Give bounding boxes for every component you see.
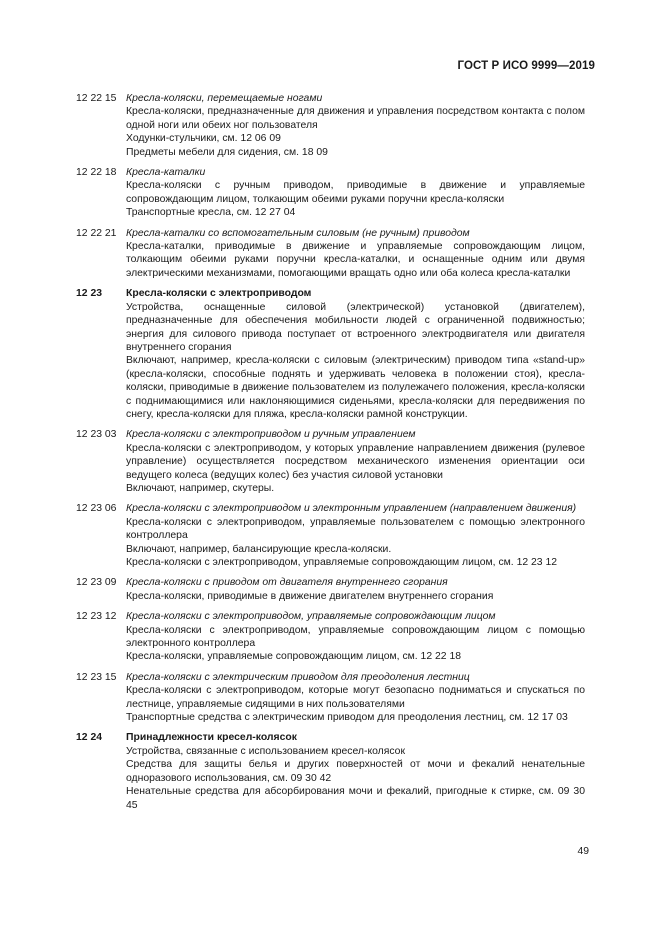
entry-text: Средства для защиты белья и других поверхностей от мочи и фекалий ненательные одноразового использования, см. 09 30 42 bbox=[126, 759, 585, 784]
entry-text: Ненательные средства для абсорбирования мочи и фекалий, пригодные к стирке, см. 09 30 45 bbox=[126, 786, 585, 811]
entry-code: 12 23 12 bbox=[76, 611, 117, 623]
entry-text: Предметы мебели для сидения, см. 18 09 bbox=[126, 146, 328, 158]
classification-entry bbox=[76, 731, 585, 811]
entry-title: Кресла-коляски с электрическим приводом для преодоления лестниц bbox=[126, 671, 470, 683]
entry-body bbox=[126, 166, 585, 220]
classification-entry bbox=[76, 287, 585, 421]
classification-entry bbox=[76, 166, 585, 220]
entry-title: Кресла-коляски, перемещаемые ногами bbox=[126, 93, 323, 104]
entry-body bbox=[126, 671, 585, 725]
document-header: ГОСТ Р ИСО 9999—2019 bbox=[457, 60, 595, 72]
entry-text: Транспортные кресла, см. 12 27 04 bbox=[126, 207, 296, 219]
entry-title: Кресла-коляски с приводом от двигателя внутреннего сгорания bbox=[126, 577, 448, 589]
entry-title: Кресла-коляски с электроприводом, управляемые сопровождающим лицом bbox=[126, 611, 496, 623]
entry-code: 12 23 15 bbox=[76, 671, 117, 683]
entry-body bbox=[126, 287, 585, 421]
entry-text: Кресла-коляски с электроприводом, у которых управление направлением движения (рулевое управление) осуществляется посредством механического изменения ориентации оси ведущего колеса (ведущих колес) без участия силовой установки bbox=[126, 442, 585, 481]
entry-text: Кресла-коляски с электроприводом, управляемые пользователем с помощью электронного контроллера bbox=[126, 516, 585, 542]
entry-code: 12 22 15 bbox=[76, 93, 117, 104]
entry-text: Кресла-каталки, приводимые в движение и управляемые сопровождающим лицом, толкающим обеими руками поручни кресла-каталки, и оснащенные одним или двумя электрическими механизмами, помогающими вращать одно или оба колеса кресла-каталки bbox=[126, 241, 585, 279]
entry-body bbox=[126, 92, 585, 159]
page-number: 49 bbox=[577, 846, 589, 857]
entry-text: Ходунки-стульчики, см. 12 06 09 bbox=[126, 133, 281, 145]
entry-code: 12 23 bbox=[76, 288, 103, 300]
entry-code: 12 22 18 bbox=[76, 167, 117, 179]
entry-text: Кресла-коляски с электроприводом, которые могут безопасно подниматься и спускаться по лестнице, управляемые сидящими в них пользователями bbox=[126, 685, 585, 710]
entry-text: Кресла-коляски с ручным приводом, приводимые в движение и управляемые сопровождающим лицом, толкающим обеими руками поручни кресла-коляски bbox=[126, 180, 585, 205]
classification-entry bbox=[76, 227, 585, 281]
classification-entry bbox=[76, 92, 585, 159]
classification-entry bbox=[76, 576, 585, 603]
entry-code: 12 24 bbox=[76, 732, 103, 744]
entry-text: Устройства, оснащенные силовой (электрической) установкой (двигателем), предназначенные для обеспечения мобильности людей с ограниченной подвижностью; энергия для силового привода поступает от встроенного электродвигателя или двигателя внутреннего сгорания bbox=[126, 301, 585, 353]
classification-entry bbox=[76, 428, 585, 495]
entry-title: Кресла-коляски с электроприводом и ручным управлением bbox=[126, 429, 416, 441]
entry-text: Кресла-коляски с электроприводом, управляемые сопровождающим лицом, см. 12 23 12 bbox=[126, 557, 558, 568]
classification-entry bbox=[76, 671, 585, 725]
entry-code: 12 23 09 bbox=[76, 577, 117, 589]
entry-text: Включают, например, скутеры. bbox=[126, 482, 275, 494]
classification-entry bbox=[76, 502, 585, 569]
entry-title: Кресла-каталки bbox=[126, 167, 206, 179]
entry-body bbox=[126, 610, 585, 664]
entry-text: Кресла-коляски, предназначенные для движения и управления посредством контакта с полом одной ноги или обеих ног пользователя bbox=[126, 106, 585, 131]
entry-code: 12 23 03 bbox=[76, 429, 117, 441]
entry-body bbox=[126, 576, 585, 603]
entry-text: Включают, например, кресла-коляски с силовым (электрическим) приводом типа «stand-up» (кресла-коляски, способные поднять и удерживать человека в положении стоя), кресла-коляски, приводимые в движение пользователем из полулежачего положения, кресла-коляски с поднимающимися или наклоняющимися сиденьями, кресла-коляски для передвижения по снегу, кресла-коляски для пляжа, кресла-коляски рамной конструкции. bbox=[126, 355, 585, 420]
entry-text: Кресла-коляски, управляемые сопровождающим лицом, см. 12 22 18 bbox=[126, 651, 462, 663]
classification-entry bbox=[76, 610, 585, 664]
entry-text: Транспортные средства с электрическим приводом для преодоления лестниц, см. 12 17 03 bbox=[126, 712, 568, 724]
entry-code: 12 22 21 bbox=[76, 227, 117, 239]
classification-content bbox=[76, 92, 585, 819]
entry-body bbox=[126, 502, 585, 569]
entry-title: Кресла-коляски с электроприводом и электронным управлением (направлением движения) bbox=[126, 503, 577, 515]
entry-body bbox=[126, 731, 585, 811]
entry-title: Кресла-коляски с электроприводом bbox=[126, 288, 312, 300]
entry-title: Принадлежности кресел-колясок bbox=[126, 732, 297, 744]
entry-body bbox=[126, 428, 585, 495]
entry-text: Кресла-коляски, приводимые в движение двигателем внутреннего сгорания bbox=[126, 590, 494, 602]
entry-text: Устройства, связанные с использованием кресел-колясок bbox=[126, 745, 405, 757]
entry-title: Кресла-каталки со вспомогательным силовым (не ручным) приводом bbox=[126, 227, 470, 239]
entry-code: 12 23 06 bbox=[76, 503, 117, 515]
entry-text: Включают, например, балансирующие кресла-коляски. bbox=[126, 543, 392, 555]
entry-body bbox=[126, 227, 585, 281]
entry-text: Кресла-коляски с электроприводом, управляемые сопровождающим лицом с помощью электронного контроллера bbox=[126, 624, 585, 650]
